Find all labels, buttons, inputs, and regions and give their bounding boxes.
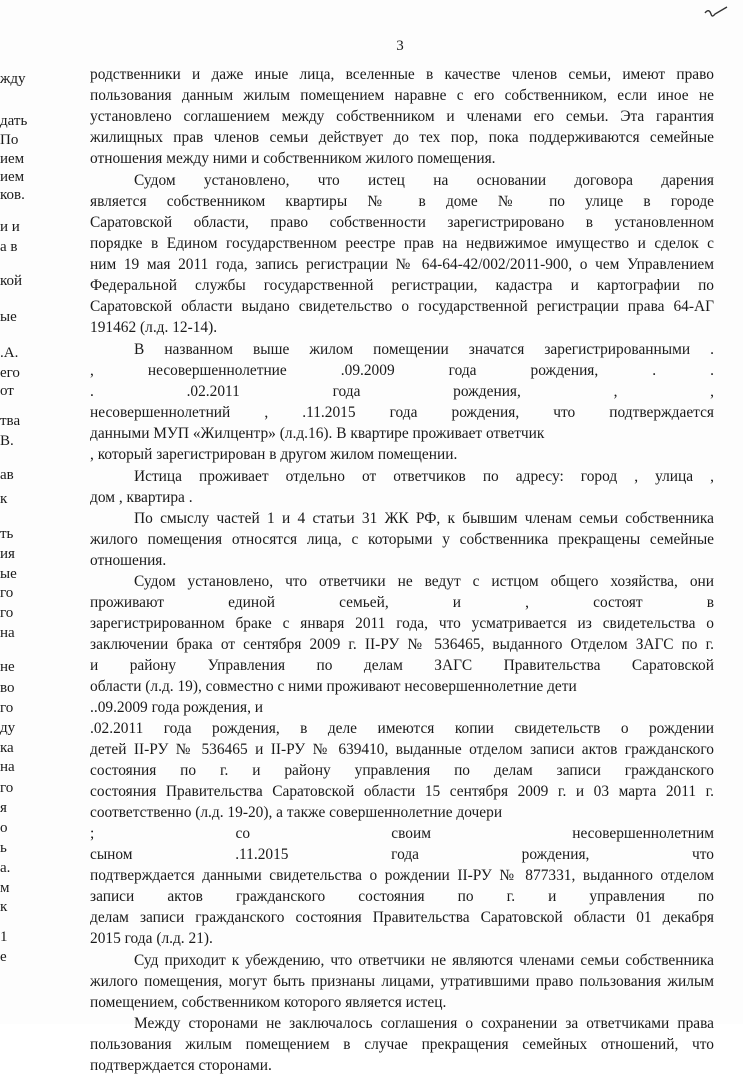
text-line: состояния по г. и району управления по делам записи гражданского — [90, 762, 714, 779]
handwritten-check-icon — [703, 4, 729, 20]
text-line: , несовершеннолетние .09.2009 года рождения, . . — [90, 362, 714, 379]
text-line: , который зарегистрирован в другом жилом помещении. — [90, 446, 458, 463]
margin-fragment: го — [0, 700, 14, 716]
margin-fragment: дать — [0, 113, 28, 129]
text-line: ..09.2009 года рождения, и — [90, 699, 264, 716]
margin-fragment: ков. — [0, 187, 25, 203]
text-line: детей II-РУ № 536465 и II-РУ № 639410, выданные отделом записи актов гражданского — [90, 741, 714, 758]
text-line: дом , квартира . — [90, 489, 193, 506]
text-line: .02.2011 года рождения, в деле имеются копии свидетельств о рождении — [90, 720, 714, 737]
margin-fragment: м — [0, 880, 10, 896]
text-line: 2015 года (л.д. 21). — [90, 930, 213, 947]
text-line: подтверждается данными свидетельства о рождении II-РУ № 877331, выданного отделом — [90, 867, 714, 884]
text-line: пользования данным жилым помещением наравне с его собственником, если иное не — [90, 87, 714, 104]
margin-fragment: По — [0, 132, 19, 148]
text-line: порядке в Едином государственном реестре прав на недвижимое имущество и сделок с — [90, 235, 714, 252]
margin-fragment: ием — [0, 151, 25, 167]
margin-fragment: ть — [0, 526, 14, 542]
margin-fragment: его — [0, 365, 20, 381]
margin-fragment: а. — [0, 860, 11, 876]
text-line: Между сторонами не заключалось соглашения о сохранении за ответчиками права — [134, 1015, 714, 1032]
margin-fragment: ду — [0, 720, 16, 736]
text-line: жилого помещения относятся лица, с которыми у собственника прекращены семейные — [90, 531, 714, 548]
margin-fragment: на — [0, 759, 15, 775]
text-line: 191462 (л.д. 12-14). — [90, 319, 218, 336]
margin-fragment: не — [0, 659, 15, 675]
text-line: Саратовской области выдано свидетельство о государственной регистрации права 64-АГ — [90, 298, 714, 315]
text-line: зарегистрированном браке с января 2011 года, что усматривается из свидетельства о — [90, 615, 714, 632]
page-number: 3 — [396, 38, 404, 54]
margin-fragment: жду — [0, 71, 26, 87]
text-line: делам записи гражданского состояния Правительства Саратовской области 01 декабря — [90, 909, 714, 926]
text-line: установлено соглашением между собственником и членами его семьи. Эта гарантия — [90, 108, 714, 125]
margin-fragment: кой — [0, 273, 23, 289]
text-line: является собственником квартиры № в доме № по улице в городе — [90, 193, 714, 210]
text-line: заключении брака от сентября 2009 г. II-РУ № 536465, выданного Отделом ЗАГС по г. — [90, 636, 714, 653]
margin-fragment: .А. — [0, 345, 19, 361]
margin-fragment: ав — [0, 467, 14, 483]
margin-fragment: к — [0, 491, 8, 507]
margin-fragment: тва — [0, 413, 21, 429]
text-line: . .02.2011 года рождения, , , — [90, 383, 714, 400]
margin-fragment: ия — [0, 546, 15, 562]
margin-fragment: го — [0, 605, 14, 621]
margin-fragment: на — [0, 625, 15, 641]
margin-fragment: В. — [0, 433, 14, 449]
margin-fragment: ые — [0, 309, 17, 325]
text-line: соответственно (л.д. 19-20), а также совершеннолетние дочери — [90, 804, 503, 821]
text-line: сыном .11.2015 года рождения, что — [90, 846, 714, 863]
text-line: и району Управления по делам ЗАГС Правительства Саратовской — [90, 657, 714, 674]
text-line: В названном выше жилом помещении значатся зарегистрированными . — [134, 341, 714, 358]
margin-fragment: ка — [0, 740, 14, 756]
margin-fragment: во — [0, 680, 15, 696]
text-line: несовершеннолетний , .11.2015 года рождения, что подтверждается — [90, 404, 714, 421]
margin-fragment: а в — [0, 239, 18, 255]
text-line: жилого помещения, могут быть признаны лицами, утратившими право пользования жилым — [90, 973, 714, 990]
text-line: отношения. — [90, 552, 167, 569]
text-line: Судом установлено, что ответчики не ведут с истцом общего хозяйства, они — [134, 573, 714, 590]
text-line: отношения между ними и собственником жилого помещения. — [90, 150, 496, 167]
text-line: записи актов гражданского состояния по г. и управления по — [90, 888, 714, 905]
text-line: Истица проживает отдельно от ответчиков по адресу: город , улица , — [134, 468, 714, 485]
margin-fragment: го — [0, 780, 14, 796]
margin-fragment: от — [0, 383, 14, 399]
text-line: ; со своим несовершеннолетним — [90, 825, 714, 842]
text-line: проживают единой семьей, и , состоят в — [90, 594, 714, 611]
margin-fragment: е — [0, 949, 7, 965]
text-line: области (л.д. 19), совместно с ними проживают несовершеннолетние дети — [90, 678, 577, 695]
text-line: родственники и даже иные лица, вселенные в качестве членов семьи, имеют право — [90, 66, 714, 83]
text-line: Судом установлено, что истец на основании договора дарения — [134, 172, 714, 189]
text-line: подтверждается сторонами. — [90, 1057, 272, 1074]
margin-fragment: и и — [0, 219, 20, 235]
text-line: Федеральной службы государственной регистрации, кадастра и картографии по — [90, 277, 714, 294]
text-line: помещением, собственником которого является истец. — [90, 994, 447, 1011]
margin-fragment: ь — [0, 840, 7, 856]
text-line: состояния Правительства Саратовской области 15 сентября 2009 г. и 03 марта 2011 г. — [90, 783, 714, 800]
text-line: Саратовской области, право собственности зарегистрировано в установленном — [90, 214, 714, 231]
text-line: ним 19 мая 2011 года, запись регистрации № 64-64-42/002/2011-900, о чем Управлением — [90, 256, 714, 273]
text-line: пользования жилым помещением в случае прекращения семейных отношений, что — [90, 1036, 714, 1053]
margin-fragment: ием — [0, 169, 25, 185]
margin-fragment: я — [0, 800, 7, 816]
text-line: По смыслу частей 1 и 4 статьи 31 ЖК РФ, к бывшим членам семьи собственника — [134, 510, 714, 527]
margin-fragment: к — [0, 899, 8, 915]
text-line: жилищных прав членов семьи действует до тех пор, пока поддерживаются семейные — [90, 129, 714, 146]
text-line: Суд приходит к убеждению, что ответчики не являются членами семьи собственника — [134, 952, 714, 969]
margin-fragment: ые — [0, 566, 17, 582]
text-line: данными МУП «Жилцентр» (л.д.16). В квартире проживает ответчик — [90, 425, 545, 442]
margin-fragment: го — [0, 585, 14, 601]
margin-fragment: 1 — [0, 929, 8, 945]
margin-fragment: о — [0, 820, 8, 836]
